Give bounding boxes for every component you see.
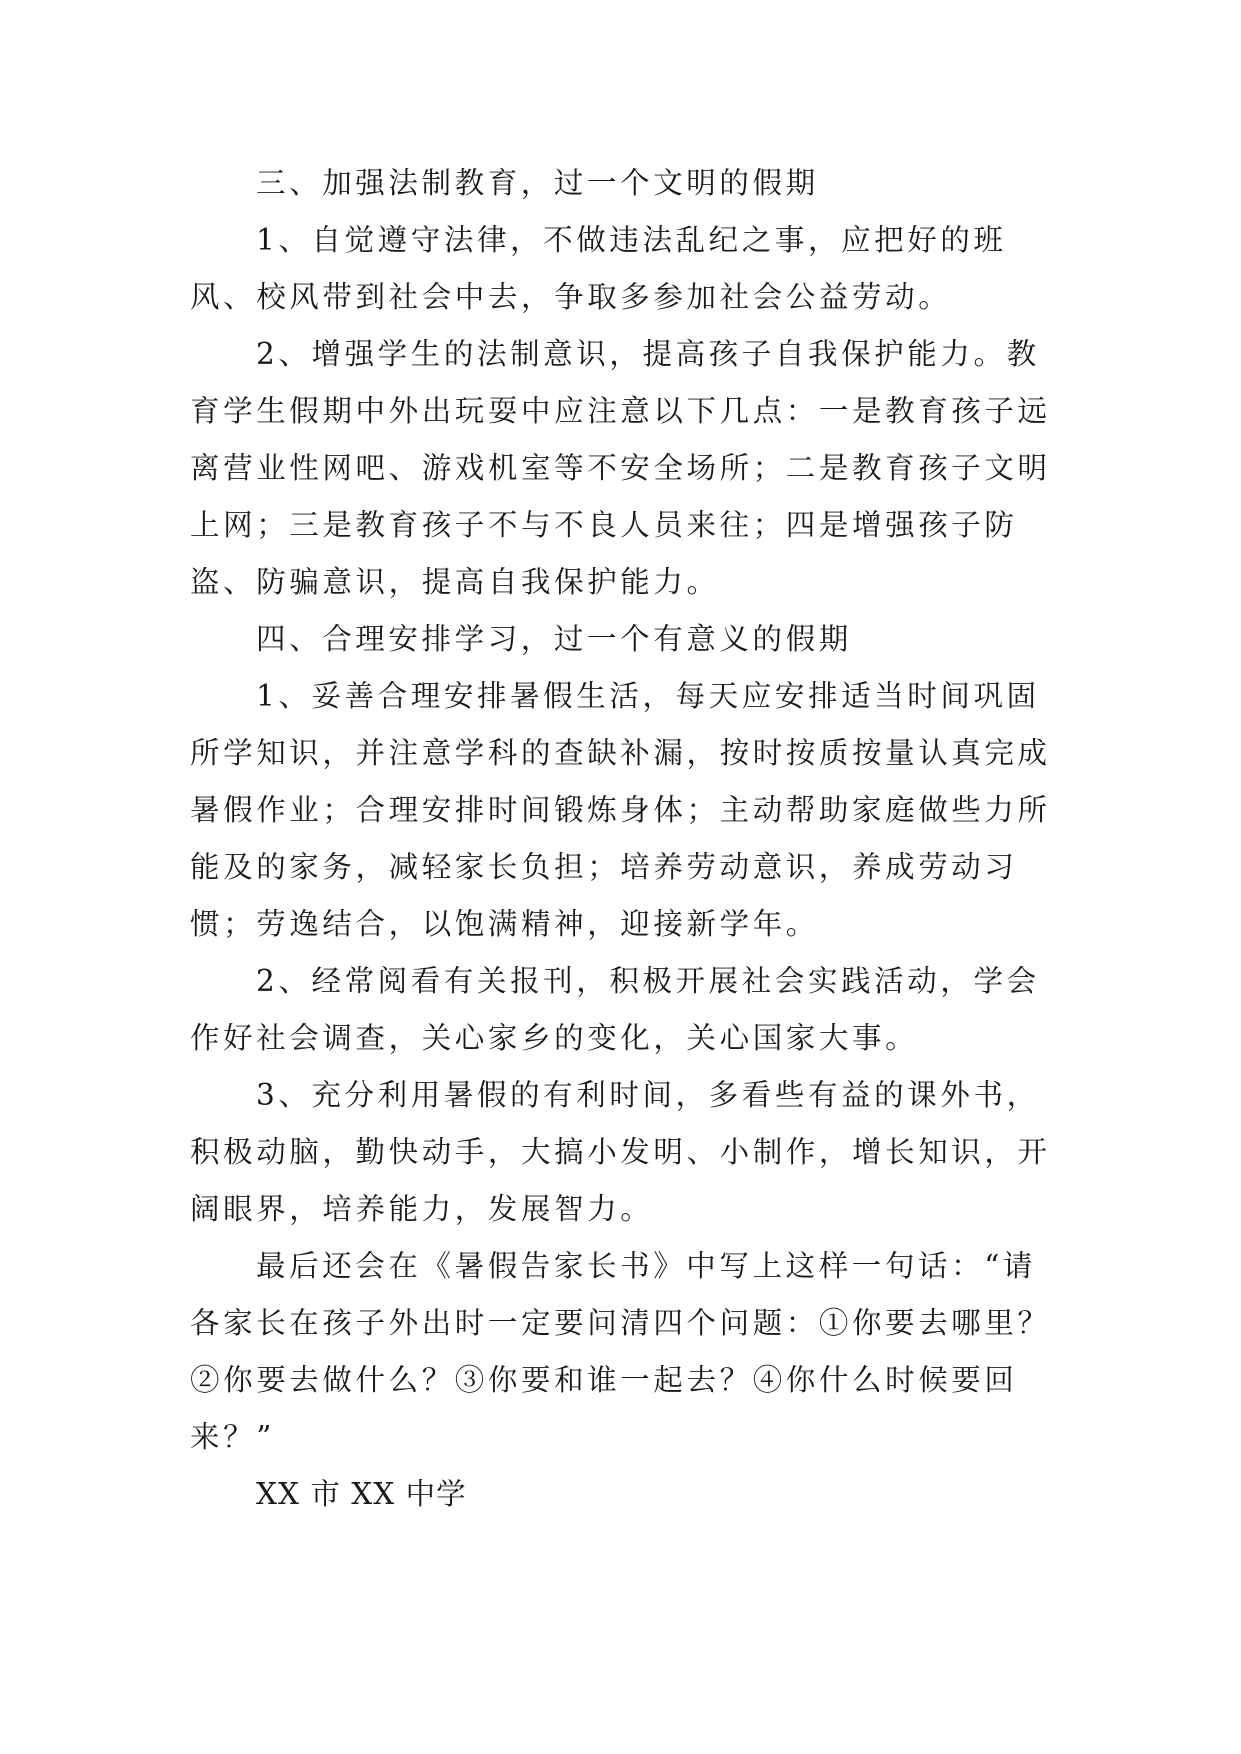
paragraph-3-1: 1、自觉遵守法律，不做违法乱纪之事，应把好的班风、校风带到社会中去，争取多参加社会公益劳动。 — [190, 223, 1007, 314]
document-body — [190, 155, 1055, 1523]
paragraph-3-2: 2、增强学生的法制意识，提高孩子自我保护能力。教育学生假期中外出玩耍中应注意以下几点：一是教育孩子远离营业性网吧、游戏机室等不安全场所；二是教育孩子文明上网；三是教育孩子不与不良人员来往；四是增强孩子防盗、防骗意识，提高自我保护能力。 — [190, 337, 1051, 599]
paragraph-4-1: 1、妥善合理安排暑假生活，每天应安排适当时间巩固所学知识，并注意学科的查缺补漏，按时按质按量认真完成暑假作业；合理安排时间锻炼身体；主动帮助家庭做些力所能及的家务，减轻家长负担；培养劳动意识，养成劳动习惯；劳逸结合，以饱满精神，迎接新学年。 — [190, 679, 1051, 941]
paragraph-4-2: 2、经常阅看有关报刊，积极开展社会实践活动，学会作好社会调查，关心家乡的变化，关心国家大事。 — [190, 964, 1040, 1055]
signature: XX 市 XX 中学 — [256, 1477, 467, 1511]
closing-paragraph: 最后还会在《暑假告家长书》中写上这样一句话：“请各家长在孩子外出时一定要问清四个问题：①你要去哪里？②你要去做什么？③你要和谁一起去？④你什么时候要回来？” — [190, 1249, 1051, 1454]
section-heading-4: 四、合理安排学习，过一个有意义的假期 — [256, 622, 852, 656]
paragraph-4-3: 3、充分利用暑假的有利时间，多看些有益的课外书，积极动脑，勤快动手，大搞小发明、小制作，增长知识，开阔眼界，培养能力，发展智力。 — [190, 1078, 1051, 1226]
section-heading-3: 三、加强法制教育，过一个文明的假期 — [256, 166, 819, 200]
